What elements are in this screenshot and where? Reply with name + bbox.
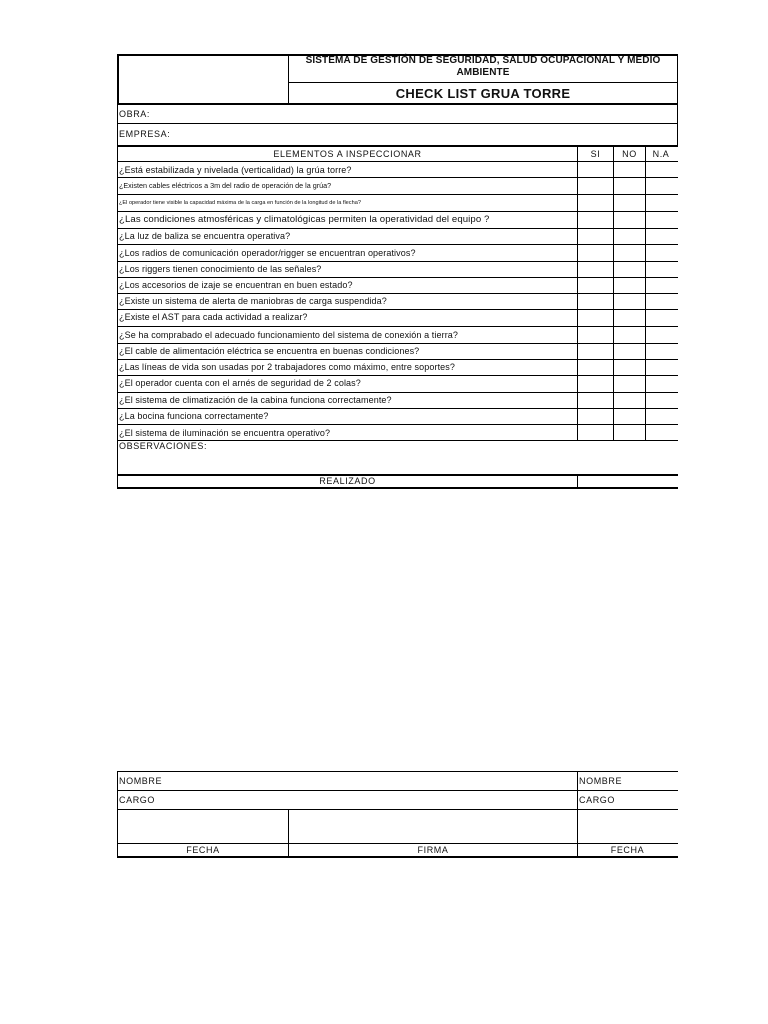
fecha-left-label: FECHA	[186, 845, 220, 855]
question-row: ¿Se ha comprabado el adecuado funcionamiento del sistema de conexión a tierra?	[119, 330, 459, 340]
question-row: ¿Existe un sistema de alerta de maniobras de carga suspendida?	[119, 296, 387, 306]
checklist-title: CHECK LIST GRUA TORRE	[395, 86, 571, 101]
empresa-label: EMPRESA:	[119, 129, 171, 139]
realizado-label: REALIZADO	[319, 476, 376, 486]
question-row: ¿El sistema de iluminación se encuentra operativo?	[119, 428, 331, 438]
col-si-header: SI	[590, 149, 601, 159]
fecha-right-label: FECHA	[610, 845, 645, 855]
question-row: ¿Los accesorios de izaje se encuentran en buen estado?	[119, 280, 353, 290]
question-row: ¿El operador cuenta con el arnés de seguridad de 2 colas?	[119, 378, 361, 388]
system-title-line1: SISTEMA DE GESTIÓN DE SEGURIDAD, SALUD OCUPACIONAL Y MEDIO	[305, 55, 661, 66]
question-row: ¿El cable de alimentación eléctrica se encuentra en buenas condiciones?	[119, 346, 420, 356]
question-row: ¿El operador tiene visible la capacidad máxima de la carga en función de la longitud de la flecha?	[119, 200, 361, 206]
system-title-line2: AMBIENTE	[456, 67, 510, 78]
question-row: ¿Los radios de comunicación operador/rigger se encuentran operativos?	[119, 248, 416, 258]
nombre-right-label: NOMBRE	[579, 776, 623, 786]
cargo-right-label: CARGO	[579, 795, 616, 805]
col-na-header: N.A	[652, 149, 670, 159]
question-row: ¿Las líneas de vida son usadas por 2 trabajadores como máximo, entre soportes?	[119, 362, 455, 372]
question-row: ¿Las condiciones atmosféricas y climatológicas permiten la operatividad del equipo ?	[119, 214, 490, 225]
question-row: ¿Los riggers tienen conocimiento de las señales?	[119, 264, 322, 274]
question-row: ¿Existe el AST para cada actividad a realizar?	[119, 312, 308, 322]
question-row: ¿Existen cables eléctricos a 3m del radio de operación de la grúa?	[119, 181, 332, 190]
question-row: ¿El sistema de climatización de la cabina funciona correctamente?	[119, 395, 392, 405]
col-elements-header: ELEMENTOS A INSPECCIONAR	[273, 149, 422, 159]
observaciones-label: OBSERVACIONES:	[119, 441, 208, 451]
cargo-left-label: CARGO	[119, 795, 156, 805]
nombre-left-label: NOMBRE	[119, 776, 163, 786]
question-row: ¿La luz de baliza se encuentra operativa?	[119, 231, 291, 241]
firma-label: FIRMA	[417, 845, 449, 855]
question-row: ¿Está estabilizada y nivelada (verticalidad) la grúa torre?	[119, 165, 352, 175]
question-row: ¿La bocina funciona correctamente?	[119, 411, 269, 421]
obra-label: OBRA:	[119, 109, 151, 119]
logo-cell	[118, 56, 288, 103]
col-no-header: NO	[622, 149, 637, 159]
